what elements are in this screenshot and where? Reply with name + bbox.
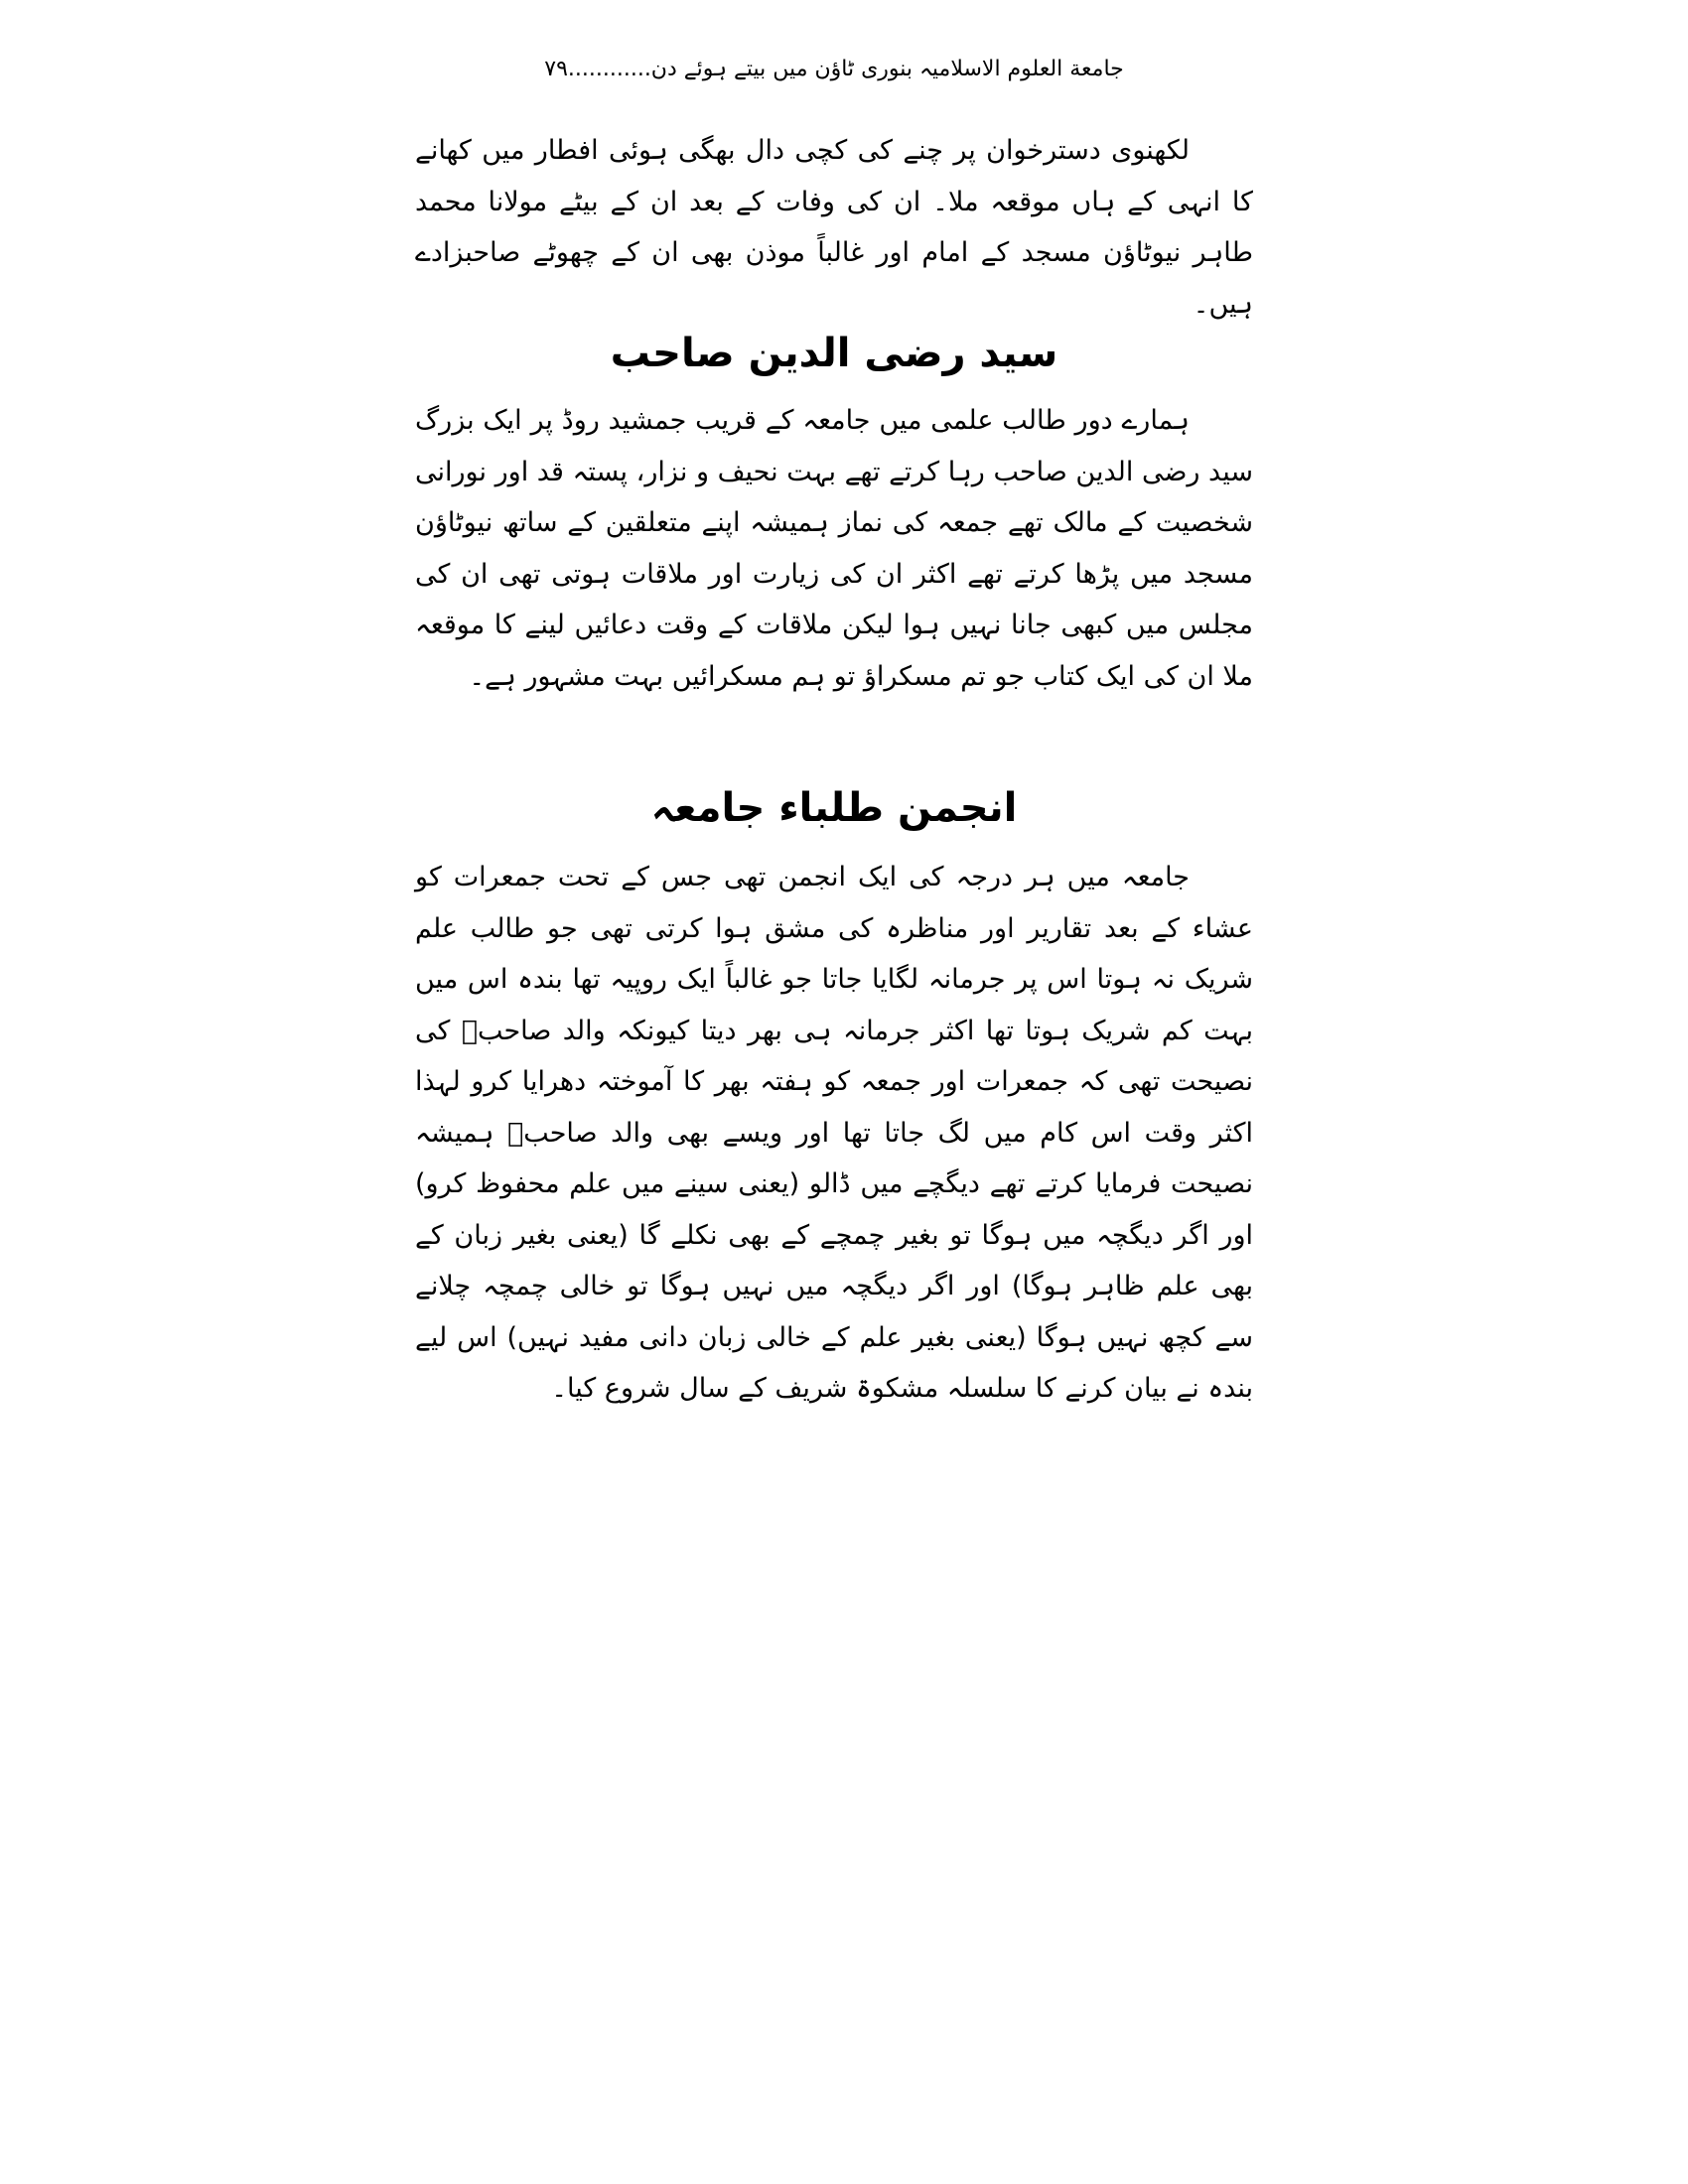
anjuman-paragraph: جامعہ میں ہر درجہ کی ایک انجمن تھی جس کے تحت جمعرات کو عشاء کے بعد تقاریر اور مناظرہ کی مشق ہوا کرتی تھی جو طالب علم شریک نہ ہوتا اس پر جرمانہ لگایا جاتا جو غالباً ایک روپیہ تھا بندہ اس میں بہت کم شریک ہوتا تھا اکثر جرمانہ ہی بھر دیتا کیونکہ والد صاحبؒ کی نصیحت تھی کہ جمعرات اور جمعہ کو ہفتہ بھر کا آموختہ دھرایا کرو لہذا اکثر وقت اس کام میں لگ جاتا تھا اور ویسے بھی والد صاحبؒ ہمیشہ نصیحت فرمایا کرتے تھے دیگچے میں ڈالو (یعنی سینے میں علم محفوظ کرو) اور اگر دیگچہ میں ہوگا تو بغیر چمچے کے بھی نکلے گا (یعنی بغیر زبان کے بھی علم ظاہر ہوگا) اور اگر دیگچہ میں نہیں ہوگا تو خالی چمچہ چلانے سے کچھ نہیں ہوگا (یعنی بغیر علم کے خالی زبان دانی مفید نہیں) اس لیے بندہ نے بیان کرنے کا سلسلہ مشکوۃ شریف کے سال شروع کیا۔ xyxy=(415,862,1253,1404)
anjuman-section xyxy=(415,852,1253,1408)
razi-uddin-section xyxy=(415,395,1253,762)
section-heading-anjuman: انجمن طلباء جامعہ xyxy=(650,785,1018,831)
razi-uddin-paragraph: ہمارے دور طالب علمی میں جامعہ کے قریب جمشید روڈ پر ایک بزرگ سید رضی الدین صاحب رہا کرتے تھے بہت نحیف و نزار، پستہ قد اور نورانی شخصیت کے مالک تھے جمعہ کی نماز ہمیشہ اپنے متعلقین کے ساتھ نیوٹاؤن مسجد میں پڑھا کرتے تھے اکثر ان کی زیارت اور ملاقات ہوتی تھی ان کی مجلس میں کبھی جانا نہیں ہوا لیکن ملاقات کے وقت دعائیں لینے کا موقعہ ملا ان کی ایک کتاب جو تم مسکراؤ تو ہم مسکرائیں بہت مشہور ہے۔ xyxy=(415,405,1253,692)
intro-paragraph: لکھنوی دسترخوان پر چنے کی کچی دال بھگی ہوئی افطار میں کھانے کا انہی کے ہاں موقعہ ملا۔ ان کی وفات کے بعد ان کے بیٹے مولانا محمد طاہر نیوٹاؤن مسجد کے امام اور غالباً موذن بھی ان کے چھوٹے صاحبزادے ہیں۔ xyxy=(415,135,1253,320)
running-header: جامعة العلوم الاسلامیہ بنوری ٹاؤن میں بیتے ہوئے دن............۷۹ xyxy=(544,57,1124,81)
intro-section xyxy=(415,125,1253,320)
section-heading-razi-uddin: سید رضی الدین صاحب xyxy=(610,331,1058,376)
